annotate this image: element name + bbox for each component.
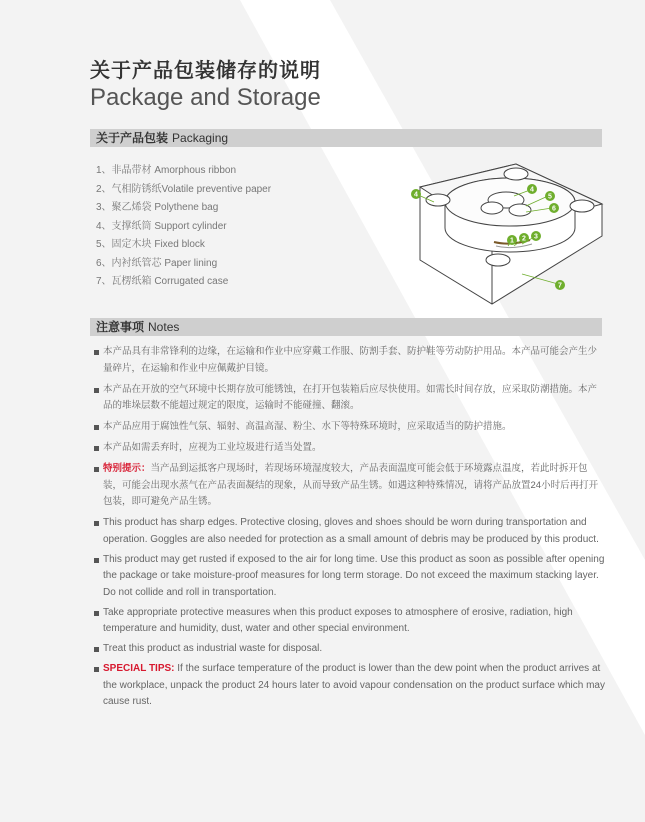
callout-label: 4 — [530, 186, 534, 194]
page-title-en: Package and Storage — [90, 84, 321, 111]
box-illustration — [420, 164, 602, 304]
note-text: 本产品如需丢弃时，应视为工业垃圾进行适当处置。 — [103, 442, 322, 453]
packaging-list — [96, 164, 271, 294]
list-item — [94, 461, 606, 511]
bullet-square-icon — [94, 521, 99, 526]
bullet-square-icon — [94, 425, 99, 430]
note-text: Treat this product as industrial waste for disposal. — [103, 643, 323, 654]
note-text: 本产品应用于腐蚀性气氛、辐射、高温高湿、粉尘、水下等特殊环境时，应采取适当的防护措施。 — [103, 421, 512, 432]
list-item: 6、内衬纸管芯 Paper lining — [96, 257, 218, 269]
section-heading-cn: 关于产品包装 — [96, 131, 169, 145]
notes-list — [94, 344, 606, 714]
section-heading-en: Packaging — [172, 131, 229, 145]
list-item — [94, 419, 606, 436]
list-item — [94, 382, 606, 415]
list-item — [94, 440, 606, 457]
list-item: 3、聚乙烯袋 Polythene bag — [96, 202, 219, 213]
list-item: 2、气相防锈纸Volatile preventive paper — [96, 183, 272, 195]
bullet-square-icon — [94, 350, 99, 355]
note-text: 本产品在开放的空气环境中长期存放可能锈蚀，在打开包装箱后应尽快使用。如需长时间存放，应采取防潮措施。本产品的堆垛层数不能超过规定的限度，运输时不能碰撞、翻滚。 — [103, 383, 598, 411]
page-title-cn: 关于产品包装储存的说明 — [90, 60, 321, 82]
note-text: This product may get rusted if exposed to the air for long time. Use this product as soon as possible after opening the package or take moisture-proof measures for long term storage. Do not exceed the maximum stacking layer. Do not collide and roll in transportation. — [103, 553, 605, 598]
special-tip-label: 特别提示： — [103, 463, 151, 474]
callout-label: 2 — [522, 235, 526, 243]
section-heading-cn: 注意事项 — [96, 320, 145, 334]
list-item: 4、支撑纸筒 Support cylinder — [96, 220, 227, 232]
callout-label: 6 — [552, 205, 556, 213]
section-heading-packaging — [90, 129, 602, 147]
bullet-square-icon — [94, 388, 99, 393]
bullet-square-icon — [94, 467, 99, 472]
list-item: 1、非晶带材 Amorphous ribbon — [96, 165, 237, 176]
list-item — [94, 552, 606, 602]
list-item — [94, 344, 606, 377]
note-text: 当产品到运抵客户现场时，若现场环境湿度较大，产品表面温度可能会低于环境露点温度，若此时拆开包装，可能会出现水蒸气在产品表面凝结的现象，从而导致产品生锈。如遇这种特殊情况，请将产品放置24小时后再打开包装，即可避免产品生锈。 — [103, 463, 599, 507]
bullet-square-icon — [94, 558, 99, 563]
section-heading-en: Notes — [148, 320, 180, 334]
list-item — [94, 661, 606, 711]
callout-label: 5 — [548, 193, 552, 201]
list-item — [94, 605, 606, 638]
bullet-square-icon — [94, 667, 99, 672]
note-text: This product has sharp edges. Protective closing, gloves and shoes should be worn during transportation and operation. Goggles are also needed for protection as a small amount of debris may be produced by this product. — [103, 517, 599, 545]
special-tip-label: SPECIAL TIPS: — [103, 663, 175, 674]
bullet-square-icon — [94, 647, 99, 652]
list-item: 7、瓦楞纸箱 Corrugated case — [96, 276, 229, 287]
note-text: If the surface temperature of the product is lower than the dew point when the product arrives at the workplace, unpack the product 24 hours later to avoid vapour condensation on the product surface which may cause rust. — [103, 663, 605, 707]
callout-label: 3 — [534, 233, 538, 241]
note-text: 本产品具有非常锋利的边缘，在运输和作业中应穿戴工作服、防割手套、防护鞋等劳动防护用品。本产品可能会产生少量碎片，在运输和作业中应佩戴护目镜。 — [103, 346, 598, 374]
callout-label: 7 — [558, 282, 562, 290]
bullet-square-icon — [94, 446, 99, 451]
callout-label: 4 — [414, 191, 418, 199]
note-text: Take appropriate protective measures when this product exposes to atmosphere of erosive, radiation, high temperature and humidity, dust, water and other special environment. — [103, 606, 573, 634]
list-item — [94, 515, 606, 548]
list-item — [94, 641, 606, 658]
packaging-diagram — [402, 156, 604, 306]
callout-label: 1 — [510, 237, 514, 245]
bullet-square-icon — [94, 611, 99, 616]
list-item: 5、固定木块 Fixed block — [96, 239, 205, 250]
section-heading-notes — [90, 318, 602, 336]
